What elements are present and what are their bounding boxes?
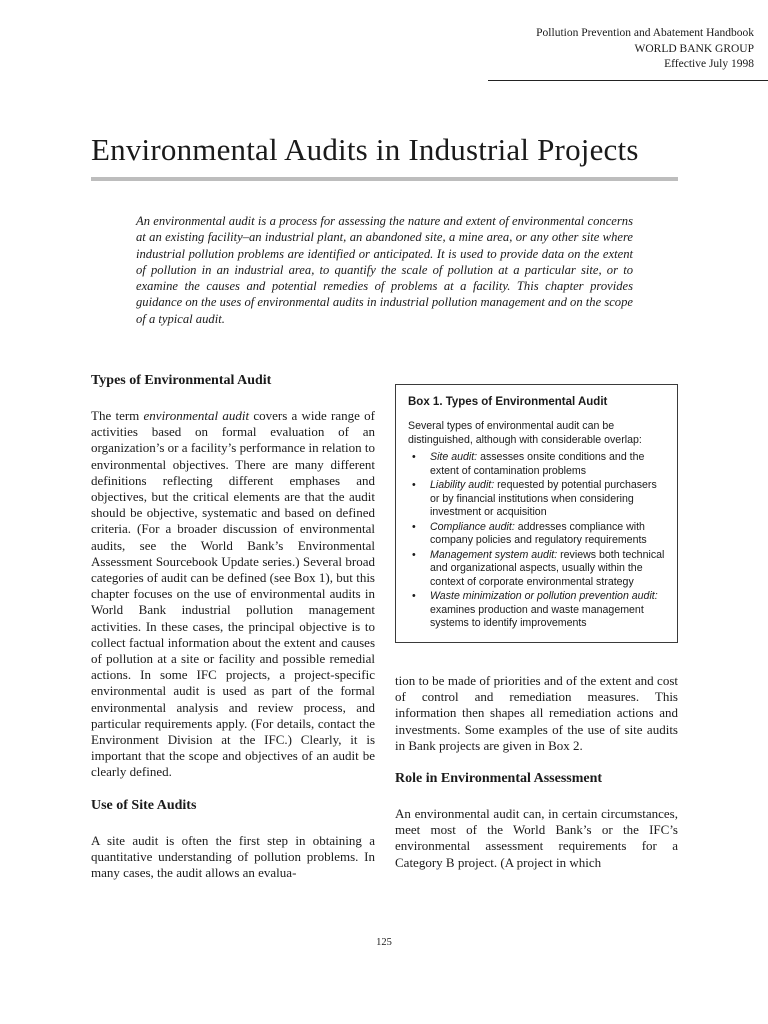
paragraph-types-intro: The term xyxy=(91,408,144,423)
list-item-term: Waste minimization or pollution prevention audit: xyxy=(430,590,658,602)
section-heading-site-audits: Use of Site Audits xyxy=(91,797,197,813)
header-effective-date: Effective July 1998 xyxy=(664,58,754,70)
page-title: Environmental Audits in Industrial Projects xyxy=(91,132,639,167)
list-item-term: Site audit: xyxy=(430,451,478,463)
header-divider xyxy=(488,80,768,81)
list-item-desc: requested by potential purchasers or by financial institutions when considering investment or acquisition xyxy=(430,479,657,518)
box-intro: Several types of environmental audit can be distinguished, although with considerable overlap: xyxy=(408,420,642,446)
paragraph-types-term: environmental audit xyxy=(143,408,250,423)
paragraph-role: An environmental audit can, in certain circumstances, meet most of the World Bank’s or the IFC’s environmental assessment requirements for a Category B project. (A project in which xyxy=(395,806,678,870)
list-item xyxy=(408,479,665,520)
bullet-icon: • xyxy=(412,548,416,561)
list-item-term: Management system audit: xyxy=(430,548,558,561)
left-column xyxy=(91,372,375,881)
paragraph-types xyxy=(91,408,375,781)
page-number: 125 xyxy=(376,937,392,948)
list-item xyxy=(408,590,665,631)
paragraph-site-audits: A site audit is often the first step in obtaining a quantitative understanding of pollution problems. In many cases, the audit allows an evalua- xyxy=(91,832,375,881)
list-item xyxy=(408,549,665,590)
header-handbook-title: Pollution Prevention and Abatement Handbook xyxy=(536,27,754,39)
bullet-icon: • xyxy=(412,451,416,463)
list-item-desc: reviews both technical and organizational aspects, usually within the context of corporate environmental strategy xyxy=(430,548,665,588)
list-item xyxy=(408,451,665,478)
section-heading-role: Role in Environmental Assessment xyxy=(395,771,603,787)
bullet-icon: • xyxy=(412,520,416,533)
box-audit-types-list xyxy=(408,451,665,631)
header-organization: WORLD BANK GROUP xyxy=(634,42,754,55)
section-heading-types: Types of Environmental Audit xyxy=(91,373,272,388)
bullet-icon: • xyxy=(412,479,416,491)
list-item-desc: examines production and waste management systems to identify improvements xyxy=(430,603,644,629)
box-1-types-of-audit xyxy=(395,384,678,643)
list-item-desc: addresses compliance with company policies and regulatory requirements xyxy=(430,520,647,546)
list-item-term: Compliance audit: xyxy=(430,520,515,533)
right-column xyxy=(395,673,678,871)
paragraph-types-body: covers a wide range of activities based on formal evaluation of an organization’s or a facility’s performance in relation to environmental objectives. There are many different definitions reflecting different emphases and objectives, but the critical elements are that the audit should be objective, systematic and based on defined criteria. (For a broader discussion of environmental audits, see the World Bank’s Environmental Assessment Sourcebook Update series.) Several broad categories of audit can be defined (see Box 1), but this chapter focuses on the use of environmental audits in World Bank industrial pollution management activities. In these cases, the principal objective is to collect factual information about the extent and causes of pollution at a site or facility and possible remedial actions. In some IFC projects, a project-specific environmental audit is used as part of the formal environmental analysis and review process, and particular requirements apply. (For details, contact the Environment Division at the IFC.) Clearly, it is important that the scope and objectives of an audit be clearly defined. xyxy=(91,408,375,780)
list-item-term: Liability audit: xyxy=(430,479,495,491)
abstract: An environmental audit is a process for assessing the nature and extent of environmental concerns at an existing facility–an industrial plant, an abandoned site, a mine area, or any other site where industrial pollution problems are identified or anticipated. It is used to provide data on the extent of pollution in an industrial area, to quantify the scale of pollution at a particular site, or to examine the causes and potential remedies of problems at a facility. This chapter provides guidance on the uses of environmental audits in industrial pollution management and on the scope of a typical audit. xyxy=(136,214,633,326)
bullet-icon: • xyxy=(412,590,416,602)
box-title: Box 1. Types of Environmental Audit xyxy=(408,396,608,408)
paragraph-site-audits-continued: tion to be made of priorities and of the extent and cost of control and remediation measures. This information then shapes all remediation actions and investments. Some examples of the use of site audits in Bank projects are given in Box 2. xyxy=(395,673,678,753)
title-divider xyxy=(91,177,678,181)
list-item-desc: assesses onsite conditions and the extent of contamination problems xyxy=(430,451,645,477)
running-header xyxy=(394,26,754,73)
list-item xyxy=(408,521,665,548)
